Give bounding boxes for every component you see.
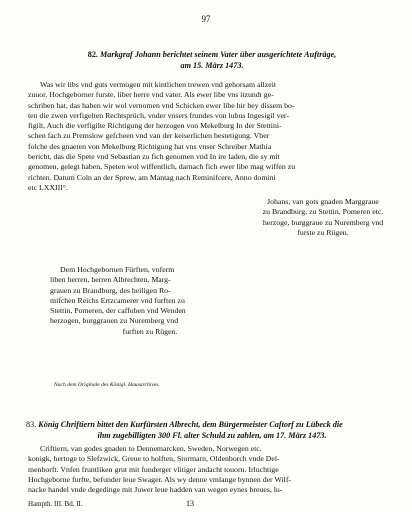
doc83-heading: [26, 420, 398, 441]
text-line: nacke handel vnde degedinge mit Juwer leue hadden van wegen eynes breues, lu-: [28, 485, 283, 495]
address-line: Dem Hochgebornen Fürften, vnferm: [60, 265, 175, 274]
page-number: 97: [201, 14, 211, 24]
text-line: Criftiern, van godes gnaden to Dennemarcken, Sweden, Norwegen etc.: [40, 444, 262, 453]
doc82-heading: [26, 50, 398, 71]
text-line: zuuor. Hochgeborner furste, liber herre vnd vater. Als ewer libe vns itzundt ge-: [28, 90, 274, 100]
text-line: folche des gnaeten von Mekelburg Richtigung hat vns vnser Schreiber Mathia: [28, 141, 272, 151]
doc83-title-line1: König Chriftiern bittet den Kurfürsten Albrecht, dem Bürgermeister Caftorf zu Lübeck die: [38, 420, 343, 429]
address-line: Stettin, Pomeren, der caffuben vnd Wenden: [50, 306, 186, 316]
text-line: konigk, hertoge to Slefzwick, Greue to holften, Stormarn, Oldenborch vnde Del-: [28, 454, 280, 464]
doc82-title-line1: Markgraf Johann berichtet seinem Vater über ausgerichtete Aufträge,: [100, 50, 337, 59]
text-line: richten. Datum Coln an der Sprew, am Mantag nach Reminifcere, Anno domini: [28, 172, 276, 182]
address-line: furften zu Rügen.: [122, 326, 178, 336]
source-note: Nach dem Originale des Königl. Hausarchives.: [54, 382, 160, 388]
text-line: schriben hat, das haben wir wol vernomen vnd Schicken ewer libe hir bey dissem bo-: [28, 100, 295, 110]
address-line: grauen zu Brandburg, des heiligen Ro-: [50, 285, 171, 295]
doc82-title-line2: am 15. März 1473.: [180, 60, 244, 70]
address-line: mifchen Reichs Ertzcamerer vnd furften zu: [50, 295, 185, 305]
footer-signature: Hampth. III. Bd. II.: [28, 500, 83, 508]
signature-line: Johans, van gots gnaden Marggraue: [267, 197, 379, 206]
doc82-address: [50, 265, 250, 337]
footer-sheet-number: 13: [186, 499, 194, 508]
address-line: herzogen, burggrauen zu Nuremberg vnd: [50, 316, 179, 326]
text-line: ten die zwen verfigelten Rechtsprüch, vnder vnsers frundes von lubus Ingesigil ver-: [28, 110, 289, 120]
text-line: genomen, gelegt haben, Speten wol wiffentlich, darnach fich ewer libe mag wiffen zu: [28, 162, 296, 172]
doc82-number: 82.: [87, 50, 98, 59]
text-line: bericht, das die Spete vnd Sebastian zu fich genomen vnd In ire laden, die sy mit: [28, 152, 280, 162]
text-line: Was wir libs vnd guts vermogen mit kintlichen trewen vnd gehorsam allzeit: [40, 80, 277, 89]
text-line: etc LXXIII°.: [28, 182, 68, 192]
signature-line: furste zu Rügen.: [297, 227, 349, 237]
doc82-signature: [238, 197, 408, 238]
doc83-body: [28, 444, 400, 495]
text-line: Hochgeborne furfte, befunder leue Swager. Als wy denne vmlange bynnen der Wilf-: [28, 474, 292, 484]
doc82-body: [28, 80, 400, 193]
text-line: figilt, Auch die verfigilte Richtigung der herzogen von Mekelburg In der Stettini-: [28, 121, 282, 131]
signature-line: zu Brandburg, zu Stettin, Pomeren etc.: [262, 207, 384, 217]
text-line: schen fach zu Premslow gefcheen vnd van der keiserlichen bestetigung. Vber: [28, 131, 270, 141]
address-line: liben herren, herren Albrechten, Marg-: [50, 275, 171, 285]
doc83-title-line2: ihm zugebilligten 300 Fl. alter Schuld zu zahlen, am 17. März 1473.: [97, 430, 327, 440]
doc83-number: 83.: [26, 420, 37, 429]
signature-line: herzoge, burggraue zu Nuremberg vnd: [262, 217, 384, 227]
text-line: menhorft. Vnfen fruntliken grut mit funderger vlitiger andacht touorn. Irluchtige: [28, 464, 279, 474]
